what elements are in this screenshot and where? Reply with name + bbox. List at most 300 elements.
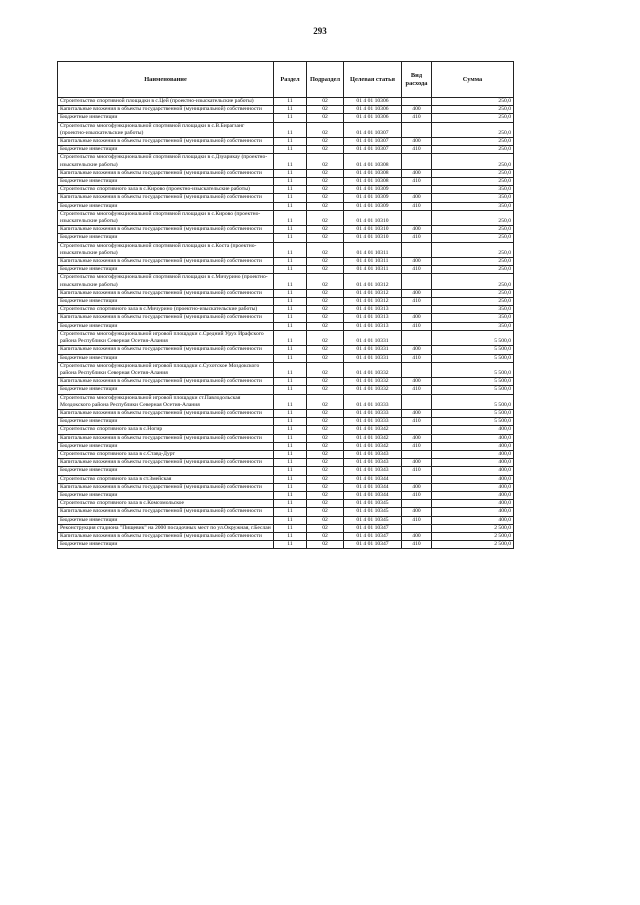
row-target: 01 4 01 10347 bbox=[344, 541, 402, 549]
row-expense: 400 bbox=[402, 532, 432, 540]
table-row bbox=[58, 194, 514, 202]
row-expense: 410 bbox=[402, 467, 432, 475]
row-target: 01 4 01 10343 bbox=[344, 459, 402, 467]
table-row bbox=[58, 516, 514, 524]
row-amount: 250,0 bbox=[432, 122, 514, 137]
table-row bbox=[58, 114, 514, 122]
table-row bbox=[58, 442, 514, 450]
table-row bbox=[58, 169, 514, 177]
row-expense: 400 bbox=[402, 409, 432, 417]
row-target: 01 4 01 10310 bbox=[344, 226, 402, 234]
row-expense: 410 bbox=[402, 442, 432, 450]
row-amount: 5 500,0 bbox=[432, 409, 514, 417]
table-row bbox=[58, 418, 514, 426]
row-name: Капитальные вложения в объекты государственной (муниципальной) собственности bbox=[58, 226, 274, 234]
row-target: 01 4 01 10309 bbox=[344, 202, 402, 210]
row-name: Строительство спортивного зала в с.Ставд-Дурт bbox=[58, 450, 274, 458]
row-amount: 350,0 bbox=[432, 202, 514, 210]
row-subsection: 02 bbox=[307, 330, 344, 345]
row-section: 11 bbox=[274, 266, 307, 274]
table-row bbox=[58, 346, 514, 354]
row-name: Строительство спортивного зала в с.Ногир bbox=[58, 426, 274, 434]
row-amount: 250,0 bbox=[432, 169, 514, 177]
table-row bbox=[58, 322, 514, 330]
row-section: 11 bbox=[274, 346, 307, 354]
row-expense: 400 bbox=[402, 106, 432, 114]
row-target: 01 4 01 10310 bbox=[344, 234, 402, 242]
row-target: 01 4 01 10342 bbox=[344, 426, 402, 434]
header-subsection: Подраздел bbox=[307, 62, 344, 98]
row-subsection: 02 bbox=[307, 442, 344, 450]
table-row bbox=[58, 106, 514, 114]
row-amount: 2 500,0 bbox=[432, 524, 514, 532]
row-expense bbox=[402, 98, 432, 106]
header-section: Раздел bbox=[274, 62, 307, 98]
row-target: 01 4 01 10309 bbox=[344, 194, 402, 202]
row-amount: 400,0 bbox=[432, 450, 514, 458]
row-subsection: 02 bbox=[307, 346, 344, 354]
row-target: 01 4 01 10331 bbox=[344, 346, 402, 354]
row-name: Капитальные вложения в объекты государственной (муниципальной) собственности bbox=[58, 258, 274, 266]
row-name: Бюджетные инвестиции bbox=[58, 386, 274, 394]
row-target: 01 4 01 10345 bbox=[344, 500, 402, 508]
row-name: Капитальные вложения в объекты государственной (муниципальной) собственности bbox=[58, 138, 274, 146]
row-amount: 250,0 bbox=[432, 234, 514, 242]
row-expense: 410 bbox=[402, 178, 432, 186]
row-subsection: 02 bbox=[307, 409, 344, 417]
row-target: 01 4 01 10333 bbox=[344, 409, 402, 417]
row-name: Капитальные вложения в объекты государственной (муниципальной) собственности bbox=[58, 434, 274, 442]
row-expense: 410 bbox=[402, 386, 432, 394]
row-section: 11 bbox=[274, 322, 307, 330]
table-row bbox=[58, 459, 514, 467]
row-amount: 350,0 bbox=[432, 186, 514, 194]
row-target: 01 4 01 10331 bbox=[344, 330, 402, 345]
row-name: Капитальные вложения в объекты государственной (муниципальной) собственности bbox=[58, 532, 274, 540]
header-target: Целевая статья bbox=[344, 62, 402, 98]
row-section: 11 bbox=[274, 354, 307, 362]
row-target: 01 4 01 10313 bbox=[344, 314, 402, 322]
row-section: 11 bbox=[274, 146, 307, 154]
row-target: 01 4 01 10343 bbox=[344, 467, 402, 475]
row-target: 01 4 01 10308 bbox=[344, 169, 402, 177]
row-subsection: 02 bbox=[307, 314, 344, 322]
row-target: 01 4 01 10345 bbox=[344, 516, 402, 524]
row-section: 11 bbox=[274, 169, 307, 177]
row-section: 11 bbox=[274, 234, 307, 242]
row-expense: 410 bbox=[402, 146, 432, 154]
row-expense bbox=[402, 330, 432, 345]
table-row bbox=[58, 306, 514, 314]
row-subsection: 02 bbox=[307, 178, 344, 186]
row-section: 11 bbox=[274, 500, 307, 508]
table-row bbox=[58, 378, 514, 386]
row-section: 11 bbox=[274, 314, 307, 322]
budget-table bbox=[57, 61, 514, 549]
row-name: Строительство многофункциональной игровой площадки с.Сухотское Моздокского района Республики Северная Осетия-Алания bbox=[58, 362, 274, 377]
row-subsection: 02 bbox=[307, 450, 344, 458]
row-subsection: 02 bbox=[307, 154, 344, 169]
table-row bbox=[58, 500, 514, 508]
row-target: 01 4 01 10344 bbox=[344, 483, 402, 491]
table-row bbox=[58, 524, 514, 532]
row-subsection: 02 bbox=[307, 122, 344, 137]
table-row bbox=[58, 178, 514, 186]
row-amount: 250,0 bbox=[432, 298, 514, 306]
row-subsection: 02 bbox=[307, 210, 344, 225]
row-expense: 400 bbox=[402, 226, 432, 234]
row-section: 11 bbox=[274, 114, 307, 122]
row-name: Капитальные вложения в объекты государственной (муниципальной) собственности bbox=[58, 106, 274, 114]
row-name: Бюджетные инвестиции bbox=[58, 491, 274, 499]
row-amount: 400,0 bbox=[432, 491, 514, 499]
row-name: Бюджетные инвестиции bbox=[58, 442, 274, 450]
row-amount: 250,0 bbox=[432, 266, 514, 274]
row-name: Строительство спортивного зала в с.Кирово (проектно-изыскательские работы) bbox=[58, 186, 274, 194]
row-section: 11 bbox=[274, 541, 307, 549]
row-amount: 250,0 bbox=[432, 210, 514, 225]
table-row bbox=[58, 508, 514, 516]
row-target: 01 4 01 10306 bbox=[344, 114, 402, 122]
row-name: Строительство многофункциональной спортивной площадки в с.Мичурино (проектно-изыскательские работы) bbox=[58, 274, 274, 289]
row-target: 01 4 01 10310 bbox=[344, 210, 402, 225]
header-row bbox=[58, 62, 514, 98]
row-target: 01 4 01 10332 bbox=[344, 378, 402, 386]
row-expense: 410 bbox=[402, 266, 432, 274]
row-section: 11 bbox=[274, 508, 307, 516]
row-subsection: 02 bbox=[307, 483, 344, 491]
row-target: 01 4 01 10333 bbox=[344, 394, 402, 409]
row-subsection: 02 bbox=[307, 186, 344, 194]
row-section: 11 bbox=[274, 106, 307, 114]
row-amount: 350,0 bbox=[432, 194, 514, 202]
row-name: Строительство спортивной площадки в с.Цей (проектно-изыскательские работы) bbox=[58, 98, 274, 106]
row-expense: 400 bbox=[402, 346, 432, 354]
table-row bbox=[58, 242, 514, 257]
row-expense: 400 bbox=[402, 138, 432, 146]
row-subsection: 02 bbox=[307, 226, 344, 234]
row-name: Бюджетные инвестиции bbox=[58, 516, 274, 524]
row-subsection: 02 bbox=[307, 242, 344, 257]
row-section: 11 bbox=[274, 178, 307, 186]
row-subsection: 02 bbox=[307, 524, 344, 532]
row-amount: 250,0 bbox=[432, 289, 514, 297]
row-amount: 2 500,0 bbox=[432, 532, 514, 540]
row-name: Строительство многофункциональной игровой площадки с.Средний Урух Ирафского района Республики Северная Осетия-Алания bbox=[58, 330, 274, 345]
table-row bbox=[58, 541, 514, 549]
row-name: Капитальные вложения в объекты государственной (муниципальной) собственности bbox=[58, 314, 274, 322]
table-row bbox=[58, 122, 514, 137]
row-expense bbox=[402, 426, 432, 434]
row-subsection: 02 bbox=[307, 541, 344, 549]
row-subsection: 02 bbox=[307, 234, 344, 242]
table-row bbox=[58, 298, 514, 306]
row-subsection: 02 bbox=[307, 306, 344, 314]
row-amount: 250,0 bbox=[432, 138, 514, 146]
row-target: 01 4 01 10347 bbox=[344, 532, 402, 540]
row-amount: 5 500,0 bbox=[432, 330, 514, 345]
row-subsection: 02 bbox=[307, 98, 344, 106]
row-expense: 410 bbox=[402, 541, 432, 549]
table-row bbox=[58, 483, 514, 491]
row-subsection: 02 bbox=[307, 459, 344, 467]
row-amount: 5 500,0 bbox=[432, 362, 514, 377]
row-amount: 400,0 bbox=[432, 475, 514, 483]
row-subsection: 02 bbox=[307, 491, 344, 499]
row-name: Строительство спортивного зала в с.Мичурино (проектно-изыскательские работы) bbox=[58, 306, 274, 314]
row-name: Капитальные вложения в объекты государственной (муниципальной) собственности bbox=[58, 378, 274, 386]
row-section: 11 bbox=[274, 442, 307, 450]
row-name: Бюджетные инвестиции bbox=[58, 202, 274, 210]
row-name: Капитальные вложения в объекты государственной (муниципальной) собственности bbox=[58, 409, 274, 417]
row-section: 11 bbox=[274, 242, 307, 257]
row-expense: 410 bbox=[402, 354, 432, 362]
row-section: 11 bbox=[274, 483, 307, 491]
row-expense bbox=[402, 450, 432, 458]
row-name: Капитальные вложения в объекты государственной (муниципальной) собственности bbox=[58, 346, 274, 354]
row-section: 11 bbox=[274, 289, 307, 297]
row-section: 11 bbox=[274, 306, 307, 314]
row-expense bbox=[402, 186, 432, 194]
row-name: Строительство спортивного зала в с.Комсомольское bbox=[58, 500, 274, 508]
row-section: 11 bbox=[274, 210, 307, 225]
row-target: 01 4 01 10333 bbox=[344, 418, 402, 426]
row-target: 01 4 01 10312 bbox=[344, 274, 402, 289]
row-expense bbox=[402, 274, 432, 289]
row-section: 11 bbox=[274, 418, 307, 426]
row-name: Бюджетные инвестиции bbox=[58, 114, 274, 122]
row-target: 01 4 01 10331 bbox=[344, 354, 402, 362]
row-name: Капитальные вложения в объекты государственной (муниципальной) собственности bbox=[58, 194, 274, 202]
table-body bbox=[58, 98, 514, 549]
row-subsection: 02 bbox=[307, 426, 344, 434]
row-section: 11 bbox=[274, 98, 307, 106]
row-expense: 410 bbox=[402, 202, 432, 210]
row-expense bbox=[402, 394, 432, 409]
row-amount: 5 500,0 bbox=[432, 386, 514, 394]
row-section: 11 bbox=[274, 459, 307, 467]
row-subsection: 02 bbox=[307, 354, 344, 362]
row-target: 01 4 01 10307 bbox=[344, 122, 402, 137]
table-row bbox=[58, 226, 514, 234]
row-expense bbox=[402, 242, 432, 257]
row-target: 01 4 01 10309 bbox=[344, 186, 402, 194]
row-section: 11 bbox=[274, 434, 307, 442]
row-name: Бюджетные инвестиции bbox=[58, 322, 274, 330]
row-amount: 400,0 bbox=[432, 442, 514, 450]
table-row bbox=[58, 210, 514, 225]
row-expense: 410 bbox=[402, 418, 432, 426]
row-name: Строительство многофункциональной спортивной площадки в с.Дзуарикау (проектно-изыскательские работы) bbox=[58, 154, 274, 169]
row-subsection: 02 bbox=[307, 508, 344, 516]
row-amount: 250,0 bbox=[432, 258, 514, 266]
row-subsection: 02 bbox=[307, 434, 344, 442]
row-amount: 400,0 bbox=[432, 508, 514, 516]
row-expense: 410 bbox=[402, 322, 432, 330]
row-amount: 250,0 bbox=[432, 178, 514, 186]
table-row bbox=[58, 186, 514, 194]
row-target: 01 4 01 10311 bbox=[344, 242, 402, 257]
header-expense: Вид расхода bbox=[402, 62, 432, 98]
table-row bbox=[58, 138, 514, 146]
page-number: 293 bbox=[313, 26, 327, 36]
table-row bbox=[58, 266, 514, 274]
row-target: 01 4 01 10344 bbox=[344, 475, 402, 483]
row-amount: 400,0 bbox=[432, 483, 514, 491]
row-amount: 5 500,0 bbox=[432, 346, 514, 354]
row-target: 01 4 01 10311 bbox=[344, 258, 402, 266]
row-section: 11 bbox=[274, 394, 307, 409]
row-target: 01 4 01 10344 bbox=[344, 491, 402, 499]
row-name: Бюджетные инвестиции bbox=[58, 467, 274, 475]
row-name: Бюджетные инвестиции bbox=[58, 234, 274, 242]
table-row bbox=[58, 434, 514, 442]
row-target: 01 4 01 10343 bbox=[344, 450, 402, 458]
row-target: 01 4 01 10307 bbox=[344, 138, 402, 146]
row-subsection: 02 bbox=[307, 378, 344, 386]
row-amount: 400,0 bbox=[432, 500, 514, 508]
row-subsection: 02 bbox=[307, 500, 344, 508]
row-target: 01 4 01 10342 bbox=[344, 434, 402, 442]
row-subsection: 02 bbox=[307, 475, 344, 483]
row-amount: 5 500,0 bbox=[432, 418, 514, 426]
row-target: 01 4 01 10308 bbox=[344, 154, 402, 169]
row-name: Строительство многофункциональной спортивной площадки в с.В.Бирагзанг (проектно-изыскательские работы) bbox=[58, 122, 274, 137]
table-row bbox=[58, 258, 514, 266]
row-subsection: 02 bbox=[307, 274, 344, 289]
row-amount: 250,0 bbox=[432, 106, 514, 114]
row-expense: 400 bbox=[402, 434, 432, 442]
row-name: Капитальные вложения в объекты государственной (муниципальной) собственности bbox=[58, 169, 274, 177]
row-section: 11 bbox=[274, 330, 307, 345]
row-target: 01 4 01 10306 bbox=[344, 106, 402, 114]
row-section: 11 bbox=[274, 138, 307, 146]
row-amount: 400,0 bbox=[432, 459, 514, 467]
row-expense bbox=[402, 500, 432, 508]
header-name: Наименование bbox=[58, 62, 274, 98]
row-subsection: 02 bbox=[307, 298, 344, 306]
row-section: 11 bbox=[274, 274, 307, 289]
row-target: 01 4 01 10332 bbox=[344, 362, 402, 377]
row-name: Строительство многофункциональной спортивной площадки в с.Кирово (проектно-изыскательские работы) bbox=[58, 210, 274, 225]
row-expense: 400 bbox=[402, 378, 432, 386]
row-expense: 400 bbox=[402, 289, 432, 297]
row-expense: 400 bbox=[402, 483, 432, 491]
table-row bbox=[58, 394, 514, 409]
row-expense: 400 bbox=[402, 508, 432, 516]
table-header bbox=[58, 62, 514, 98]
row-name: Бюджетные инвестиции bbox=[58, 541, 274, 549]
row-amount: 250,0 bbox=[432, 274, 514, 289]
row-expense bbox=[402, 362, 432, 377]
row-amount: 350,0 bbox=[432, 322, 514, 330]
row-subsection: 02 bbox=[307, 467, 344, 475]
row-expense: 410 bbox=[402, 491, 432, 499]
row-section: 11 bbox=[274, 467, 307, 475]
row-amount: 400,0 bbox=[432, 467, 514, 475]
table-row bbox=[58, 202, 514, 210]
row-target: 01 4 01 10345 bbox=[344, 508, 402, 516]
row-amount: 250,0 bbox=[432, 114, 514, 122]
row-section: 11 bbox=[274, 426, 307, 434]
row-target: 01 4 01 10306 bbox=[344, 98, 402, 106]
row-expense bbox=[402, 524, 432, 532]
row-target: 01 4 01 10308 bbox=[344, 178, 402, 186]
row-section: 11 bbox=[274, 258, 307, 266]
row-amount: 250,0 bbox=[432, 98, 514, 106]
table-row bbox=[58, 274, 514, 289]
row-name: Строительство многофункциональной игровой площадки ст.Павлодольская Моздокского района Республики Северная Осетия-Алания bbox=[58, 394, 274, 409]
row-section: 11 bbox=[274, 450, 307, 458]
row-subsection: 02 bbox=[307, 289, 344, 297]
table-row bbox=[58, 450, 514, 458]
row-amount: 350,0 bbox=[432, 306, 514, 314]
table-row bbox=[58, 354, 514, 362]
row-amount: 5 500,0 bbox=[432, 394, 514, 409]
row-expense: 400 bbox=[402, 194, 432, 202]
header-amount: Сумма bbox=[432, 62, 514, 98]
row-section: 11 bbox=[274, 298, 307, 306]
row-section: 11 bbox=[274, 475, 307, 483]
row-subsection: 02 bbox=[307, 394, 344, 409]
row-amount: 5 500,0 bbox=[432, 378, 514, 386]
row-expense: 400 bbox=[402, 314, 432, 322]
row-expense: 400 bbox=[402, 258, 432, 266]
table-row bbox=[58, 426, 514, 434]
row-name: Капитальные вложения в объекты государственной (муниципальной) собственности bbox=[58, 483, 274, 491]
table-row bbox=[58, 154, 514, 169]
row-expense: 410 bbox=[402, 234, 432, 242]
row-amount: 400,0 bbox=[432, 434, 514, 442]
row-subsection: 02 bbox=[307, 386, 344, 394]
row-subsection: 02 bbox=[307, 169, 344, 177]
row-amount: 2 500,0 bbox=[432, 541, 514, 549]
row-name: Строительство многофункциональной спортивной площадки в с.Коста (проектно-изыскательские работы) bbox=[58, 242, 274, 257]
row-target: 01 4 01 10347 bbox=[344, 524, 402, 532]
row-target: 01 4 01 10311 bbox=[344, 266, 402, 274]
row-subsection: 02 bbox=[307, 516, 344, 524]
row-section: 11 bbox=[274, 378, 307, 386]
row-amount: 250,0 bbox=[432, 226, 514, 234]
row-section: 11 bbox=[274, 154, 307, 169]
row-subsection: 02 bbox=[307, 362, 344, 377]
row-name: Капитальные вложения в объекты государственной (муниципальной) собственности bbox=[58, 508, 274, 516]
row-subsection: 02 bbox=[307, 418, 344, 426]
row-section: 11 bbox=[274, 226, 307, 234]
row-subsection: 02 bbox=[307, 266, 344, 274]
row-target: 01 4 01 10342 bbox=[344, 442, 402, 450]
row-expense: 400 bbox=[402, 459, 432, 467]
table-row bbox=[58, 146, 514, 154]
row-section: 11 bbox=[274, 194, 307, 202]
row-expense bbox=[402, 122, 432, 137]
row-amount: 5 500,0 bbox=[432, 354, 514, 362]
row-subsection: 02 bbox=[307, 138, 344, 146]
row-name: Строительство спортивного зала в ст.Змейская bbox=[58, 475, 274, 483]
row-target: 01 4 01 10332 bbox=[344, 386, 402, 394]
row-amount: 400,0 bbox=[432, 426, 514, 434]
row-target: 01 4 01 10313 bbox=[344, 322, 402, 330]
row-expense bbox=[402, 154, 432, 169]
row-expense: 410 bbox=[402, 516, 432, 524]
row-expense: 410 bbox=[402, 298, 432, 306]
row-subsection: 02 bbox=[307, 258, 344, 266]
row-subsection: 02 bbox=[307, 532, 344, 540]
row-subsection: 02 bbox=[307, 322, 344, 330]
row-section: 11 bbox=[274, 491, 307, 499]
row-expense bbox=[402, 306, 432, 314]
row-target: 01 4 01 10307 bbox=[344, 146, 402, 154]
